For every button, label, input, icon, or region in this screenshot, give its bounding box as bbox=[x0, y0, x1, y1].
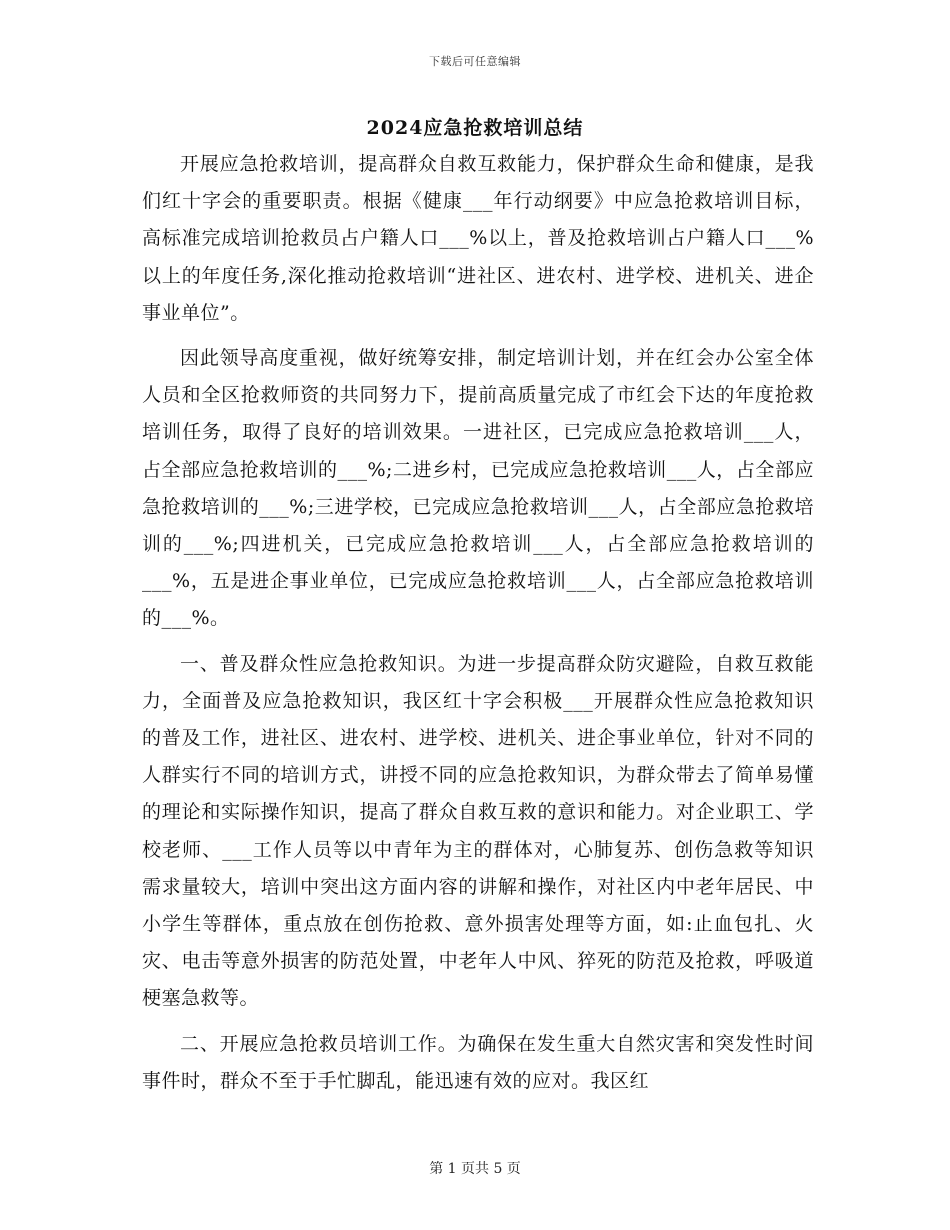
document-title: 2024应急抢救培训总结 bbox=[366, 117, 584, 139]
paragraph-section-two: 二、开展应急抢救员培训工作。为确保在发生重大自然灾害和突发性时间事件时，群众不至于手忙脚乱，能迅速有效的应对。我区红 bbox=[142, 1032, 814, 1092]
page-footer: 第 1 页共 5 页 bbox=[429, 1161, 521, 1177]
paragraph-leadership: 因此领导高度重视，做好统筹安排，制定培训计划，并在红会办公室全体人员和全区抢救师资的共同努力下，提前高质量完成了市红会下达的年度抢救培训任务，取得了良好的培训效果。一进社区，已完成应急抢救培训___人，占全部应急抢救培训的___%;二进乡村，已完成应急抢救培训___人，占全部应急抢救培训的___%;三进学校，已完成应急抢救培训___人，占全部应急抢救培训的___%;四进机关，已完成应急抢救培训___人，占全部应急抢救培训的___%，五是进企事业单位，已完成应急抢救培训___人，占全部应急抢救培训的___%。 bbox=[142, 347, 814, 630]
document-body bbox=[142, 146, 814, 1100]
paragraph-section-one: 一、普及群众性应急抢救知识。为进一步提高群众防灾避险，自救互救能力，全面普及应急抢救知识，我区红十字会积极___开展群众性应急抢救知识的普及工作，进社区、进农村、进学校、进机关、进企事业单位，针对不同的人群实行不同的培训方式，讲授不同的应急抢救知识，为群众带去了简单易懂的理论和实际操作知识，提高了群众自救互救的意识和能力。对企业职工、学校老师、___工作人员等以中青年为主的群体对，心肺复苏、创伤急救等知识需求量较大，培训中突出这方面内容的讲解和操作，对社区内中老年居民、中小学生等群体，重点放在创伤抢救、意外损害处理等方面，如:止血包扎、火灾、电击等意外损害的防范处置，中老年人中风、猝死的防范及抢救，呼吸道梗塞急救等。 bbox=[142, 652, 814, 1010]
header-note: 下载后可任意编辑 bbox=[429, 55, 521, 68]
paragraph-intro: 开展应急抢救培训，提高群众自救互救能力，保护群众生命和健康，是我们红十字会的重要职责。根据《健康___年行动纲要》中应急抢救培训目标，高标准完成培训抢救员占户籍人口___%以上，普及抢救培训占户籍人口___%以上的年度任务,深化推动抢救培训“进社区、进农村、进学校、进机关、进企事业单位”。 bbox=[142, 153, 814, 324]
